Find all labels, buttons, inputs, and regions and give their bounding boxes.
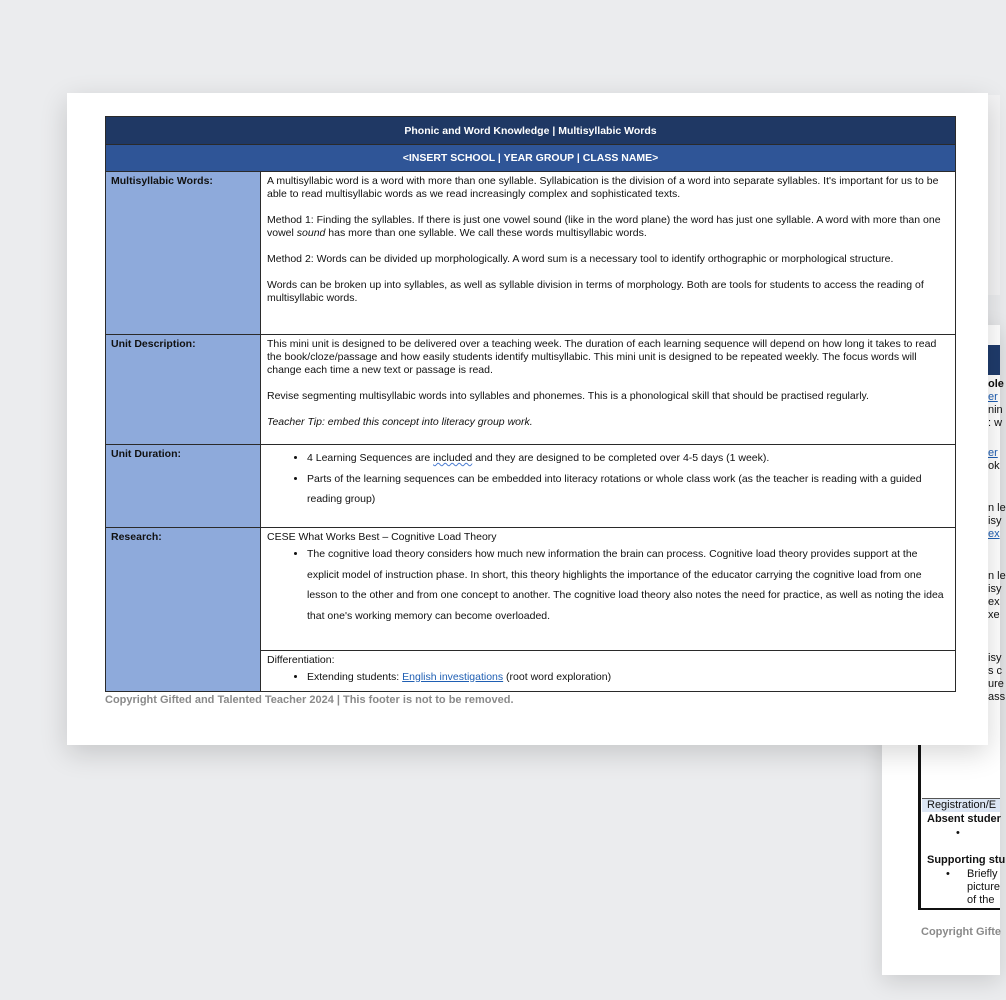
back-page-table-bottom [918, 908, 1000, 910]
text: Extending students: [307, 670, 403, 683]
front-page [67, 93, 988, 745]
paragraph [267, 214, 950, 240]
text: has more than one syllable. We call these words multisyllabic words. [325, 227, 647, 239]
differentiation-list [267, 667, 950, 688]
paragraph: A multisyllabic word is a word with more than one syllable. Syllabication is the division of a word into separate syllables. It's important for us to be able to read multisyllabic words as we read increasingly complex and sophisticated texts. [267, 175, 939, 200]
back-page-footer: Copyright Gifte [921, 926, 1002, 938]
row-multisyllabic-words [106, 172, 955, 335]
row-content [261, 528, 955, 691]
back-page-registration: Registration/E [927, 799, 997, 811]
row-label: Research: [106, 528, 261, 691]
english-investigations-link[interactable]: English investigations [402, 670, 504, 683]
back-page-fragment: ex [988, 528, 1000, 540]
text: Method 1: Finding the syllables. If there is just one vowel sound (like in the word plane) the word has just one syllable. A word with more than one vowel [267, 214, 941, 239]
back-page-fragment: ok [988, 460, 1000, 472]
back-page-picture: picture [967, 881, 1001, 893]
back-page-fragment: er [988, 391, 998, 403]
row-research [106, 528, 955, 691]
back-page-fragment: nin [988, 404, 1003, 416]
back-page-fragment: isy [988, 652, 1002, 664]
back-page-fragment: ex [988, 596, 1000, 608]
teacher-tip [267, 416, 950, 429]
research-list [267, 544, 950, 626]
back-page-fragment: isy [988, 583, 1002, 595]
text: (root word exploration) [503, 670, 612, 683]
back-page-table-border [918, 745, 921, 910]
row-label: Unit Description: [106, 335, 261, 444]
back-page-fragment: ass [988, 691, 1006, 703]
document-subtitle: <INSERT SCHOOL | YEAR GROUP | CLASS NAME> [106, 145, 955, 172]
flagged-word: included [433, 452, 473, 464]
row-unit-duration [106, 445, 955, 528]
back-page-fragment: ure [988, 678, 1004, 690]
row-content [261, 172, 955, 334]
paragraph: Method 2: Words can be divided up morphologically. A word sum is a necessary tool to identify orthographic or morphological structure. [267, 253, 894, 265]
back-page-fragment: er [988, 447, 998, 459]
row-unit-description [106, 335, 955, 445]
back-page-header-bar [988, 345, 1000, 375]
back-page-absent: Absent studer [927, 813, 1001, 825]
differentiation [261, 650, 955, 688]
text: 4 Learning Sequences are [307, 452, 434, 464]
back-page-fragment: isy [988, 515, 1002, 527]
back-page-fragment: s c [988, 665, 1003, 677]
row-label: Unit Duration: [106, 445, 261, 527]
list-item [307, 448, 950, 469]
paragraph: Words can be broken up into syllables, as well as syllable division in terms of morphology. Both are tools for students to access the reading of multisyllabic words. [267, 279, 924, 304]
back-page-ofthe: of the [967, 894, 995, 906]
text: and they are designed to be completed over 4-5 days (1 week). [472, 452, 770, 464]
research-body [267, 531, 950, 650]
italic-text: sound [296, 227, 326, 239]
list-item: • Parts of the learning sequences can be embedded into literacy rotations or whole class work (as the teacher is reading with a guided reading group) [307, 469, 950, 510]
page-footer: Copyright Gifted and Talented Teacher 2024 | This footer is not to be removed. [105, 694, 514, 706]
document-title: Phonic and Word Knowledge | Multisyllabic Words [106, 117, 955, 145]
back-page-fragment: xe [988, 609, 1000, 621]
unit-table [105, 116, 956, 692]
list-item [307, 667, 950, 688]
duration-list [267, 448, 950, 510]
row-content [261, 335, 955, 444]
row-label: Multisyllabic Words: [106, 172, 261, 334]
back-page-fragment: ole [988, 378, 1004, 390]
back-page-briefly: Briefly [967, 868, 998, 880]
row-content [261, 445, 955, 527]
differentiation-heading: Differentiation: [267, 653, 335, 666]
research-heading: CESE What Works Best – Cognitive Load Theory [267, 531, 497, 543]
back-page-fragment: n le [988, 502, 1006, 514]
paragraph: Revise segmenting multisyllabic words into syllables and phonemes. This is a phonological skill that should be practised regularly. [267, 390, 869, 402]
back-page-fragment: n le [988, 570, 1006, 582]
list-item: • The cognitive load theory considers how much new information the brain can process. Cognitive load theory provides support at the explicit model of instruction phase. In short, this theory highlights the importance of the educator carrying the cognitive load from one lesson to the other and from one concept to another. The cognitive load theory also notes the need for practice, as well as noting the idea that one's working memory can become overloaded. [307, 544, 950, 626]
back-page-bullet: • [946, 868, 950, 880]
paragraph: This mini unit is designed to be delivered over a teaching week. The duration of each learning sequence will depend on how long it takes to read the book/cloze/passage and how easily students identify multisyllabic. This mini unit is designed to be repeated weekly. The focus words will change each time a new text or passage is read. [267, 338, 937, 376]
back-page-supporting: Supporting stu [927, 854, 1006, 866]
italic-text: Teacher Tip: embed this concept into literacy group work. [267, 416, 533, 428]
back-page-top-edge [988, 95, 1000, 295]
back-page-bullet: • [956, 827, 960, 839]
back-page-fragment: : w [988, 417, 1003, 429]
